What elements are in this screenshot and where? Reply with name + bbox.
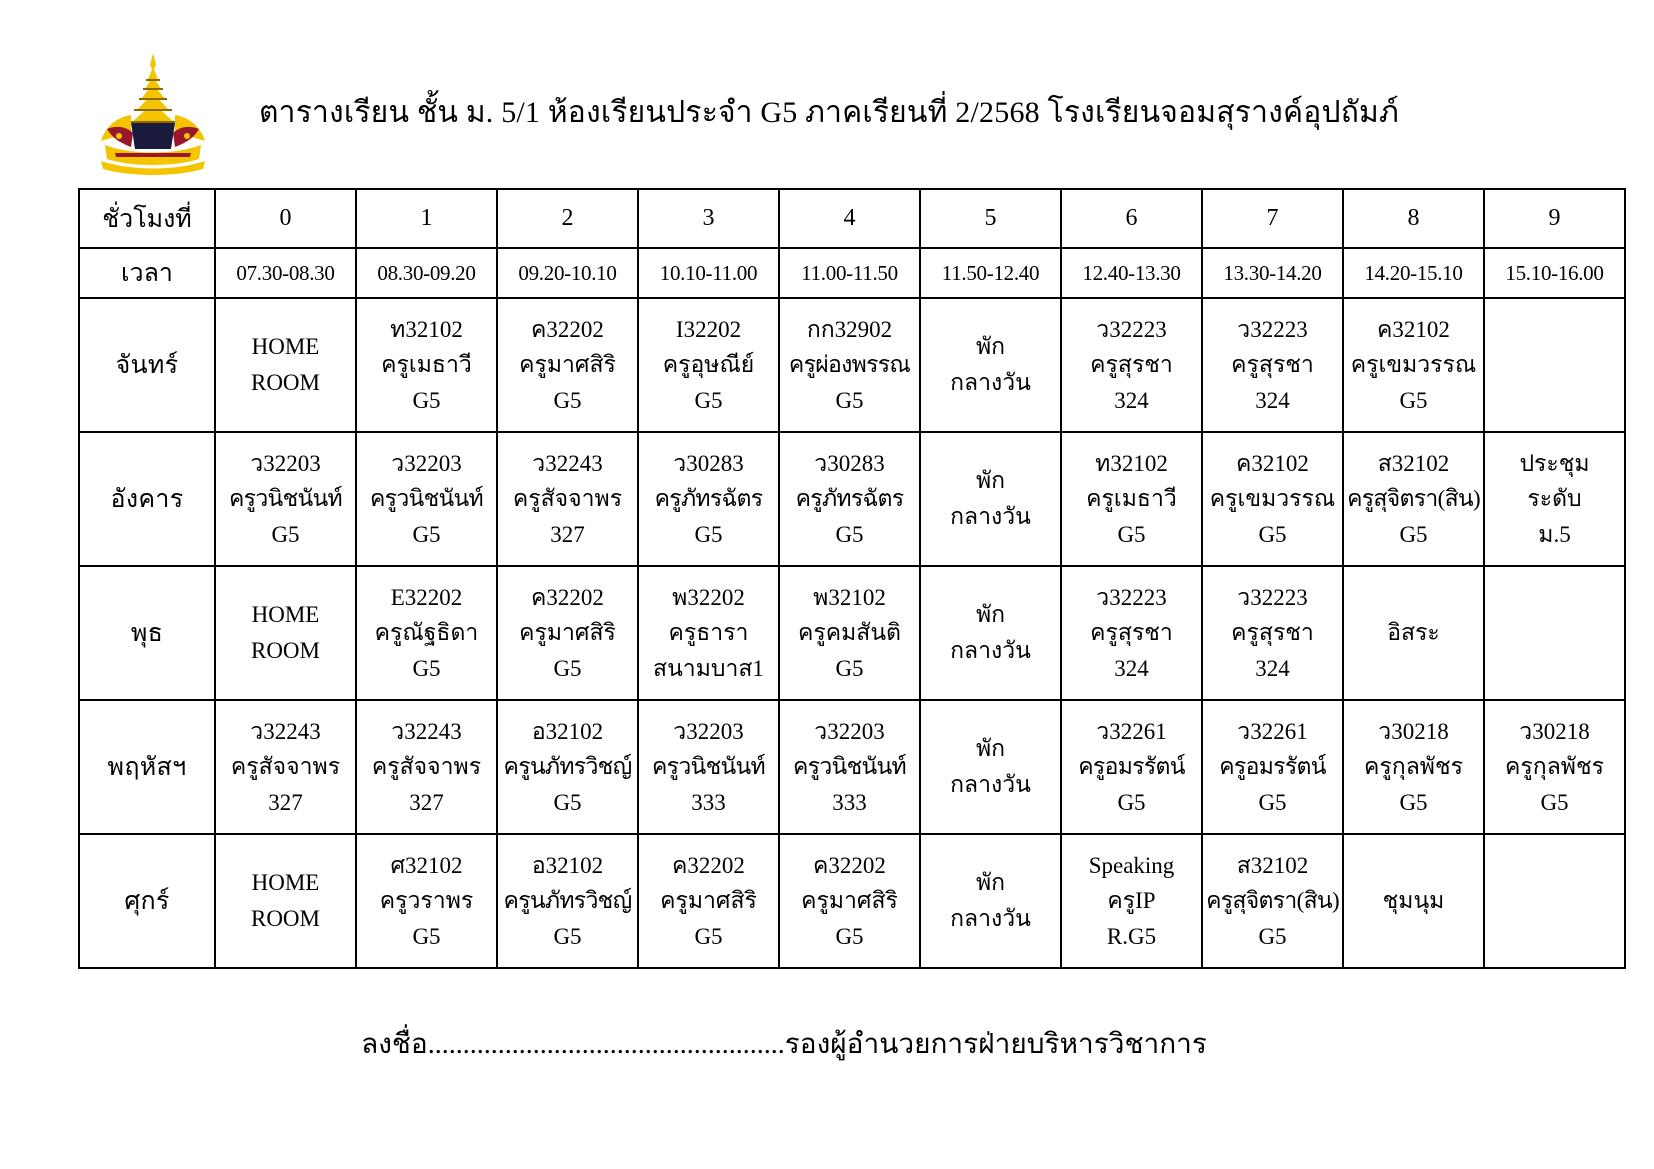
slot-cell [497,298,638,432]
slot-code: ส32102 [1377,450,1450,476]
slot-cell [920,700,1061,834]
slot-teacher: ROOM [250,906,320,931]
time-row-label: เวลา [79,248,215,298]
day-label-4: ศุกร์ [79,834,215,968]
slot-code: ค32202 [672,852,745,878]
slot-code: พัก [975,468,1006,494]
slot-code: ค32202 [813,852,886,878]
slot-teacher: กลางวัน [950,906,1031,931]
time-slot-6: 12.40-13.30 [1061,248,1202,298]
slot-teacher: กลางวัน [950,504,1031,529]
slot-room: G5 [1540,789,1569,815]
slot-teacher: ครูธารา [668,620,749,646]
slot-cell [356,432,497,566]
slot-room: ม.5 [1538,521,1571,547]
slot-teacher: ครูวนิชนันท์ [370,486,483,512]
slot-room: G5 [1258,789,1287,815]
slot-cell [356,700,497,834]
time-slot-7: 13.30-14.20 [1202,248,1343,298]
slot-code: I32202 [675,316,742,342]
slot-code: ว30283 [814,450,885,476]
slot-code: ท32102 [1095,450,1168,476]
slot-room: G5 [553,655,582,681]
slot-cell [638,432,779,566]
slot-teacher: ครูนภัทรวิชญ์ [503,754,632,780]
slot-teacher: ครูสุจิตรา(สิน) [1347,486,1480,512]
slot-code: ว30283 [673,450,744,476]
slot-cell [215,834,356,968]
slot-room: R.G5 [1106,923,1157,949]
slot-room: G5 [1399,521,1428,547]
slot-room: 333 [832,789,867,815]
slot-room: 327 [409,789,444,815]
slot-teacher: ครูสัจจาพร [371,754,482,780]
slot-code: ว32261 [1237,718,1308,744]
school-crest-icon [78,48,228,178]
slot-code: ว30218 [1519,718,1590,744]
slot-teacher: ครูวนิชนันท์ [652,754,765,780]
slot-room: G5 [1399,387,1428,413]
slot-cell [920,834,1061,968]
slot-teacher: ครูสุรชา [1231,352,1314,378]
slot-teacher: ครูสุรชา [1090,620,1173,646]
slot-cell [1484,700,1625,834]
day-label-2: พุธ [79,566,215,700]
slot-code: กก32902 [806,316,893,342]
slot-cell [779,432,920,566]
slot-cell [1484,432,1625,566]
slot-cell [497,834,638,968]
signature-line: ลงชื่อ...................................................รองผู้อำนวยการฝ่ายบริหารวิชาการ [361,1029,1207,1060]
document-header [0,48,1490,178]
slot-code: ค32102 [1236,450,1309,476]
slot-cell [1343,566,1484,700]
slot-cell [1343,700,1484,834]
timetable-row [79,566,1625,700]
slot-teacher: ครูอมรรัตน์ [1078,754,1185,780]
slot-cell [1484,566,1625,700]
slot-room: G5 [694,923,723,949]
slot-cell [779,834,920,968]
slot-room: G5 [1258,923,1287,949]
slot-teacher: กลางวัน [950,772,1031,797]
slot-teacher: กลางวัน [950,638,1031,663]
slot-code: ส32102 [1236,852,1309,878]
slot-room: G5 [271,521,300,547]
slot-room: 324 [1114,387,1149,413]
slot-teacher: ครูวนิชนันท์ [229,486,342,512]
slot-code: พัก [975,736,1006,762]
slot-cell [920,566,1061,700]
slot-teacher: ครูเขมวรรณ [1350,352,1477,378]
slot-code: อ32102 [531,718,604,744]
period-number-6: 6 [1061,189,1202,248]
time-slot-5: 11.50-12.40 [920,248,1061,298]
slot-teacher: ครูภัทรฉัตร [795,486,904,512]
slot-cell [638,834,779,968]
slot-room: G5 [412,655,441,681]
slot-teacher: ครูเขมวรรณ [1209,486,1336,512]
slot-teacher: ครูกุลพัชร [1364,754,1463,780]
slot-code: ว32203 [391,450,462,476]
time-slot-9: 15.10-16.00 [1484,248,1625,298]
slot-teacher: ครูอมรรัตน์ [1219,754,1326,780]
slot-room: สนามบาส1 [653,655,764,681]
slot-teacher: ครูสัจจาพร [512,486,623,512]
slot-cell [638,700,779,834]
slot-code: พัก [975,334,1006,360]
slot-teacher: ROOM [250,638,320,663]
time-slot-1: 08.30-09.20 [356,248,497,298]
slot-room: G5 [553,923,582,949]
slot-code: ว32223 [1096,316,1167,342]
slot-cell [1343,834,1484,968]
period-number-1: 1 [356,189,497,248]
slot-room: 324 [1255,655,1290,681]
timetable-row [79,432,1625,566]
slot-cell [920,298,1061,432]
slot-cell [1202,566,1343,700]
period-number-5: 5 [920,189,1061,248]
slot-code: พ32102 [813,584,886,610]
timetable-row [79,298,1625,432]
slot-room: G5 [412,923,441,949]
slot-room: 333 [691,789,726,815]
period-header-row [79,189,1625,248]
slot-code: ชุมนุม [1382,888,1445,914]
slot-code: ว32203 [250,450,321,476]
slot-cell [920,432,1061,566]
slot-code: ศ32102 [390,852,463,878]
timetable-row [79,834,1625,968]
slot-cell [1202,432,1343,566]
time-slot-0: 07.30-08.30 [215,248,356,298]
slot-room: G5 [553,387,582,413]
slot-cell [215,432,356,566]
slot-teacher: ครูอุษณีย์ [662,352,755,378]
slot-room: G5 [1399,789,1428,815]
slot-cell [356,834,497,968]
slot-teacher: กลางวัน [950,370,1031,395]
slot-teacher: ครูมาศสิริ [801,888,898,914]
slot-code: ค32202 [531,584,604,610]
slot-teacher: ครูสุรชา [1231,620,1314,646]
slot-cell [1061,432,1202,566]
slot-teacher: ครูนภัทรวิชญ์ [503,888,632,914]
slot-room: G5 [835,521,864,547]
slot-teacher: ครูเมธาวี [1086,486,1177,512]
slot-room: G5 [1258,521,1287,547]
slot-cell [356,566,497,700]
slot-code: ค32102 [1377,316,1450,342]
slot-code: ค32202 [531,316,604,342]
slot-room: G5 [694,387,723,413]
slot-teacher: ครูมาศสิริ [519,352,616,378]
slot-room: G5 [412,387,441,413]
slot-cell [1061,298,1202,432]
slot-room: G5 [835,387,864,413]
timetable [78,188,1626,969]
slot-room: 324 [1255,387,1290,413]
slot-cell [215,700,356,834]
slot-code: อ32102 [531,852,604,878]
slot-room: 324 [1114,655,1149,681]
slot-cell [1061,700,1202,834]
slot-teacher: ครูมาศสิริ [519,620,616,646]
slot-teacher: ครูภัทรฉัตร [654,486,763,512]
slot-cell [1484,298,1625,432]
slot-code: พัก [975,870,1006,896]
slot-code: HOME [251,334,320,360]
slot-code: HOME [251,602,320,628]
slot-code: ว32203 [814,718,885,744]
slot-cell [638,566,779,700]
slot-cell [215,566,356,700]
slot-teacher: ครูสุจิตรา(สิน) [1206,888,1339,914]
slot-code: HOME [251,870,320,896]
slot-cell [1061,566,1202,700]
slot-teacher: ครูมาศสิริ [660,888,757,914]
timetable-row [79,700,1625,834]
slot-cell [1343,298,1484,432]
slot-code: ว32243 [391,718,462,744]
slot-cell [1202,298,1343,432]
slot-room: G5 [694,521,723,547]
slot-cell [497,566,638,700]
period-number-9: 9 [1484,189,1625,248]
slot-code: ท32102 [390,316,463,342]
slot-room: G5 [1117,521,1146,547]
slot-teacher: ครูเมธาวี [381,352,472,378]
period-number-4: 4 [779,189,920,248]
slot-teacher: ครูIP [1107,888,1156,914]
period-number-8: 8 [1343,189,1484,248]
period-number-2: 2 [497,189,638,248]
slot-cell [1343,432,1484,566]
time-header-row [79,248,1625,298]
period-number-7: 7 [1202,189,1343,248]
slot-code: ว32223 [1237,316,1308,342]
day-label-3: พฤหัสฯ [79,700,215,834]
slot-code: ว32243 [250,718,321,744]
day-label-0: จันทร์ [79,298,215,432]
slot-cell [1202,834,1343,968]
slot-teacher: ครูวราพร [379,888,474,914]
period-number-0: 0 [215,189,356,248]
slot-code: พัก [975,602,1006,628]
slot-teacher: ครูวนิชนันท์ [793,754,906,780]
slot-code: ประชุม [1519,450,1590,476]
time-slot-4: 11.00-11.50 [779,248,920,298]
slot-room: 327 [550,521,585,547]
slot-teacher: ระดับ [1527,486,1582,512]
slot-teacher: ครูณัฐธิดา [374,620,479,646]
slot-teacher: ครูผ่องพรรณ [788,352,911,378]
time-slot-3: 10.10-11.00 [638,248,779,298]
slot-cell [779,700,920,834]
slot-code: พ32202 [672,584,745,610]
slot-teacher: ครูสัจจาพร [230,754,341,780]
slot-room: G5 [1117,789,1146,815]
slot-room: G5 [553,789,582,815]
slot-room: 327 [268,789,303,815]
slot-cell [779,298,920,432]
slot-room: G5 [412,521,441,547]
period-number-3: 3 [638,189,779,248]
slot-code: ว32223 [1237,584,1308,610]
slot-cell [497,432,638,566]
period-row-label: ชั่วโมงที่ [79,189,215,248]
slot-teacher: ครูกุลพัชร [1505,754,1604,780]
slot-cell [356,298,497,432]
slot-teacher: ครูคมสันติ [798,620,901,646]
slot-cell [215,298,356,432]
timetable-body [79,189,1625,968]
day-label-1: อังคาร [79,432,215,566]
slot-code: ว30218 [1378,718,1449,744]
slot-cell [779,566,920,700]
slot-cell [1484,834,1625,968]
time-slot-8: 14.20-15.10 [1343,248,1484,298]
slot-code: ว32223 [1096,584,1167,610]
slot-code: ว32261 [1096,718,1167,744]
slot-room: G5 [835,655,864,681]
time-slot-2: 09.20-10.10 [497,248,638,298]
page-title: ตารางเรียน ชั้น ม. 5/1 ห้องเรียนประจำ G5 ภาคเรียนที่ 2/2568 โรงเรียนจอมสุรางค์อุปถัมภ์ [258,96,1400,130]
slot-room: G5 [835,923,864,949]
slot-cell [1061,834,1202,968]
slot-code: E32202 [390,584,463,610]
slot-code: Speaking [1088,852,1175,878]
slot-code: อิสระ [1387,620,1440,646]
slot-code: ว32243 [532,450,603,476]
slot-cell [497,700,638,834]
slot-cell [1202,700,1343,834]
slot-code: ว32203 [673,718,744,744]
slot-teacher: ครูสุรชา [1090,352,1173,378]
timetable-container [78,188,1604,969]
slot-teacher: ROOM [250,370,320,395]
slot-cell [638,298,779,432]
